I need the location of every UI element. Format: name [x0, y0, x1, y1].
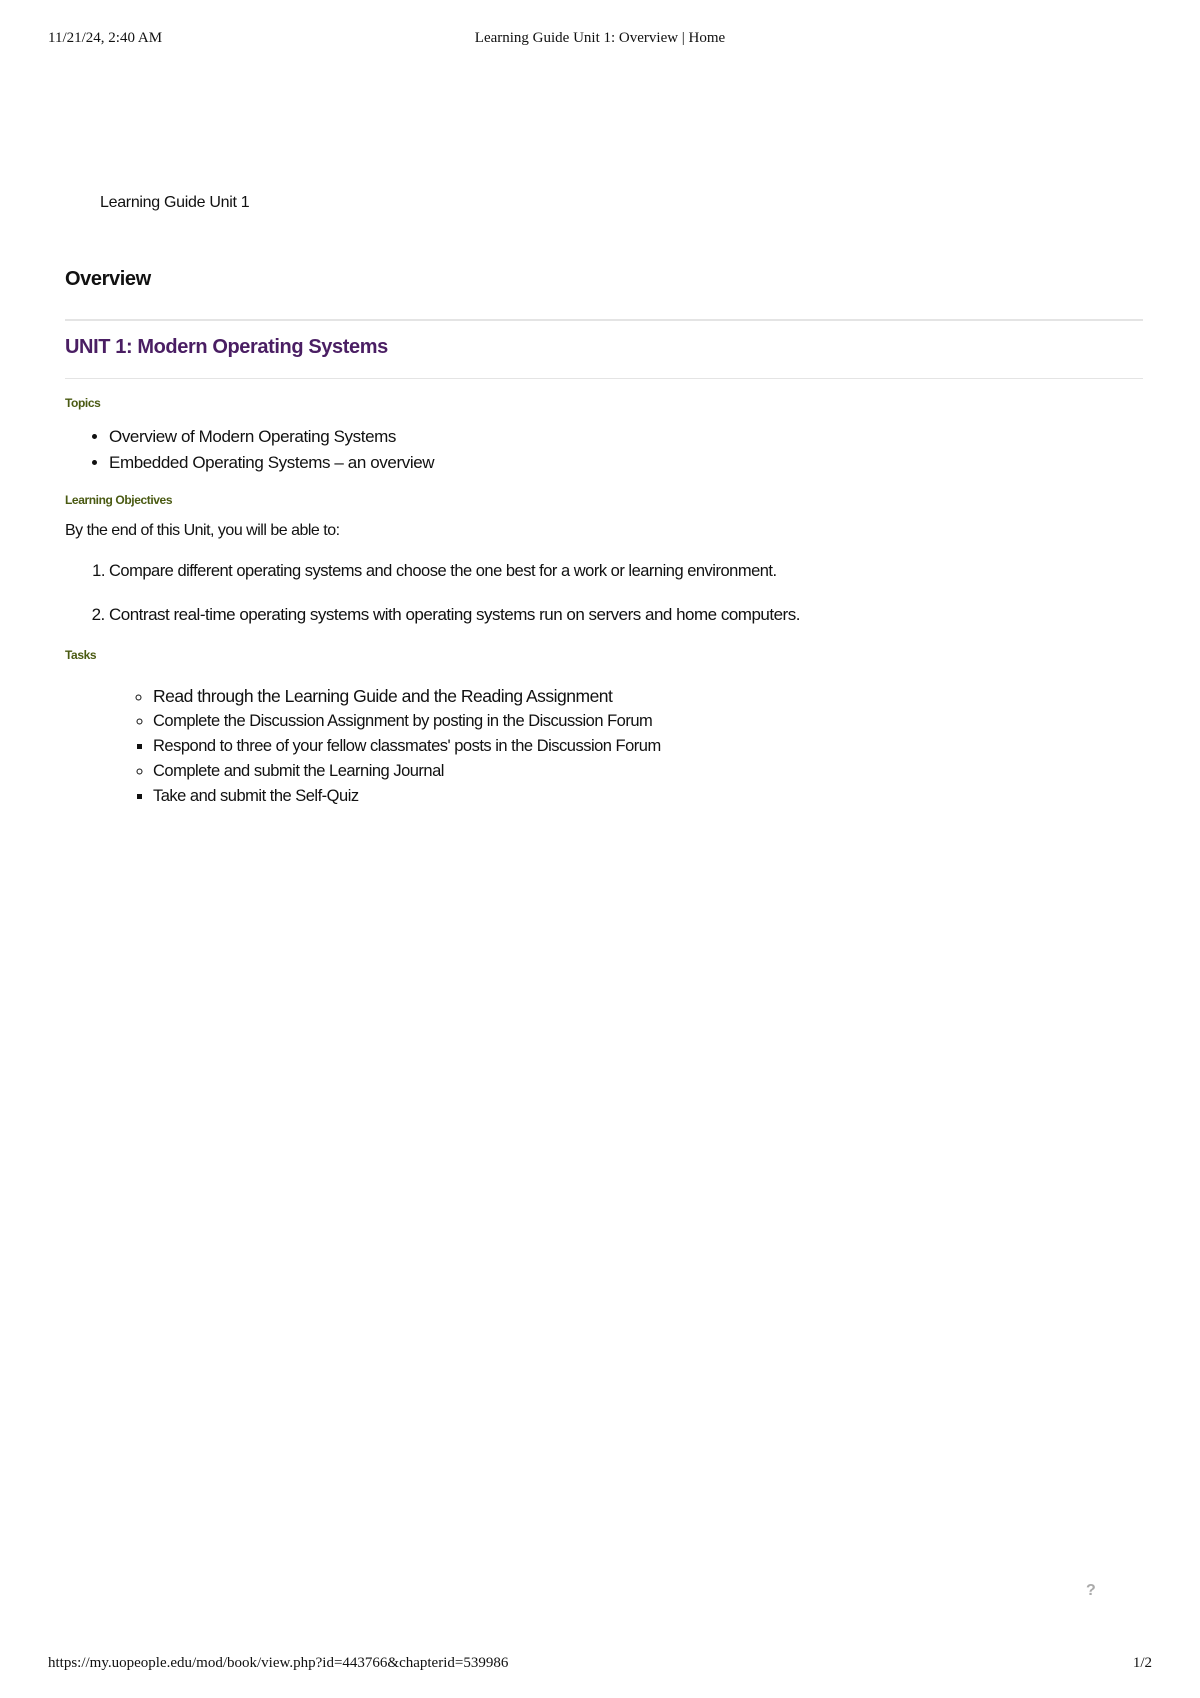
list-item: ◦ Complete the Discussion Assignment by posting in the Discussion Forum [153, 709, 661, 734]
objectives-label: Learning Objectives [65, 493, 173, 507]
tasks-label: Tasks [65, 648, 97, 662]
list-item: • Embedded Operating Systems – an overview [109, 450, 434, 476]
print-footer [48, 1655, 1152, 1675]
help-icon[interactable]: ? [1086, 1582, 1096, 1599]
list-item: ▪ Take and submit the Self-Quiz [153, 784, 661, 809]
print-url: https://my.uopeople.edu/mod/book/view.php?id=443766&chapterid=539986 [48, 1655, 509, 1671]
print-page-title: Learning Guide Unit 1: Overview | Home [474, 30, 726, 46]
tasks-list [65, 684, 661, 809]
print-datetime: 11/21/24, 2:40 AM [48, 30, 163, 46]
objectives-list [65, 560, 800, 626]
list-item: ◦ Complete and submit the Learning Journal [153, 759, 661, 784]
guide-label: Learning Guide Unit 1 [100, 194, 250, 211]
divider [65, 378, 1143, 379]
unit-title: UNIT 1: Modern Operating Systems [65, 336, 388, 358]
list-item: 2. Contrast real-time operating systems with operating systems run on servers and home computers. [109, 604, 800, 626]
list-item: • Overview of Modern Operating Systems [109, 424, 434, 450]
print-page-number: 1/2 [1132, 1655, 1152, 1671]
list-item: ◦ Read through the Learning Guide and the Reading Assignment [153, 684, 661, 709]
overview-heading: Overview [65, 268, 151, 290]
list-item: 1. Compare different operating systems and choose the one best for a work or learning environment. [109, 560, 800, 582]
divider [65, 319, 1143, 321]
topics-list [65, 424, 434, 476]
topics-label: Topics [65, 396, 101, 410]
list-item: ▪ Respond to three of your fellow classmates' posts in the Discussion Forum [153, 734, 661, 759]
print-header [48, 30, 1152, 50]
objectives-intro: By the end of this Unit, you will be able to: [65, 522, 340, 539]
